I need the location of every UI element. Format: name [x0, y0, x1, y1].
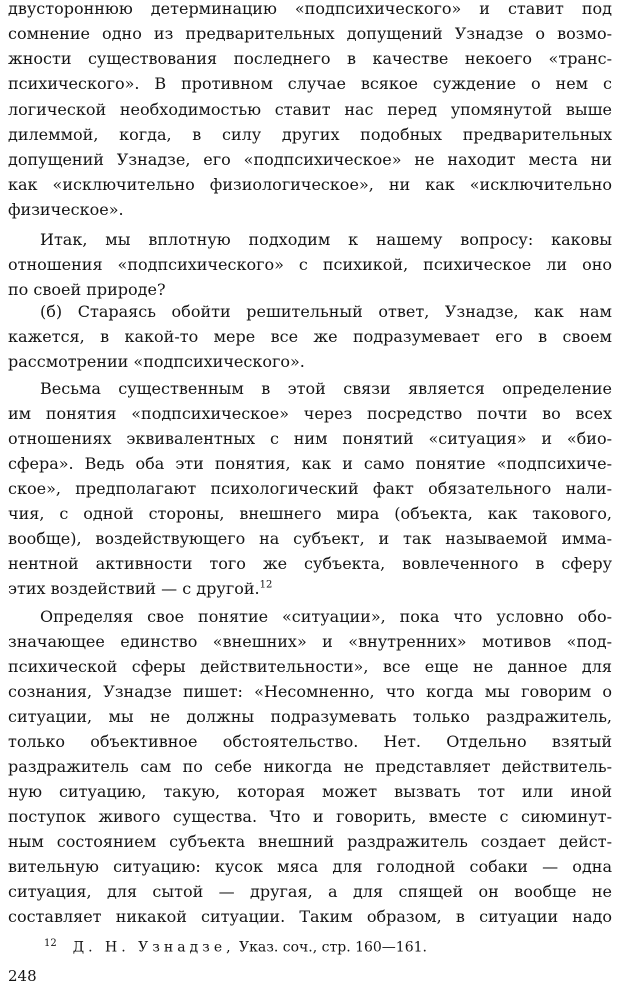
text-line: логической необходимостью ставит нас перед упомянутой выше — [8, 100, 612, 119]
footnote-author: Д. Н. Узнадзе, — [72, 939, 235, 956]
text-line: Весьма существенным в этой связи является определение — [40, 379, 612, 398]
text-line: сознания, Узнадзе пишет: «Несомненно, что когда мы говорим о — [8, 682, 612, 701]
text-line: дилеммой, когда, в силу других подобных предварительных — [8, 125, 612, 144]
text-line: вообще), воздействующего на субъект, и так называемой имма- — [8, 529, 612, 548]
text-line: по своей природе? — [8, 280, 166, 299]
text-line: жности существования последнего в качестве некоего «транс- — [8, 49, 612, 68]
text-line: им понятия «подпсихическое» через посредство почти во всех — [8, 404, 612, 423]
text-line: отношения «подпсихического» с психикой, психическое ли оно — [8, 255, 612, 274]
text-line: рассмотрении «подпсихического». — [8, 352, 305, 371]
text-line: ское», предполагают психологический факт обязательного нали- — [8, 479, 612, 498]
footnote — [44, 934, 427, 958]
text-line: только объективное обстоятельство. Нет. Отдельно взятый — [8, 732, 612, 751]
footnote-reference: 12 — [259, 579, 273, 591]
text-line: раздражитель сам по себе никогда не представляет действитель- — [8, 757, 612, 776]
footnote-number: 12 — [44, 938, 57, 949]
text-line: двустороннюю детерминацию «подпсихического» и ставит под — [8, 0, 612, 18]
text-line: чия, с одной стороны, внешнего мира (объекта, как такового, — [8, 504, 612, 523]
text-line — [8, 576, 612, 601]
text-line: ную ситуацию, такую, которая может вызвать тот или иной — [8, 782, 612, 801]
text-line: нентной активности того же субъекта, вовлеченного в сферу — [8, 554, 612, 573]
text-line: Определяя свое понятие «ситуации», пока что условно обо- — [40, 607, 612, 626]
text-line: ситуации, мы не должны подразумевать только раздражитель, — [8, 707, 612, 726]
footnote-text: Указ. соч., стр. 160—161. — [239, 939, 427, 956]
text-line: сомнение одно из предварительных допущений Узнадзе о возмо- — [8, 24, 612, 43]
text-line: составляет никакой ситуации. Таким образом, в ситуации надо — [8, 907, 612, 926]
text-line: значающее единство «внешних» и «внутренних» мотивов «под- — [8, 632, 612, 651]
text-line: отношениях эквивалентных с ним понятий «ситуация» и «био- — [8, 429, 612, 448]
text-line: вительную ситуацию: кусок мяса для голодной собаки — одна — [8, 857, 612, 876]
text-line: психического». В противном случае всякое суждение о нем с — [8, 74, 612, 93]
text-line: допущений Узнадзе, его «подпсихическое» не находит места ни — [8, 150, 612, 169]
text-line: сфера». Ведь оба эти понятия, как и само понятие «подпсихиче- — [8, 454, 612, 473]
text-line: ситуация, для сытой — другая, а для спящей он вообще не — [8, 882, 612, 901]
text-line: (б) Стараясь обойти решительный ответ, Узнадзе, как нам — [40, 302, 612, 321]
text-line: психической сферы действительности», все еще не данное для — [8, 657, 612, 676]
text-line: физическое». — [8, 200, 124, 219]
text-line-content: этих воздействий — с другой. — [8, 579, 260, 598]
text-line: как «исключительно физиологическое», ни как «исключительно — [8, 175, 612, 194]
text-line: Итак, мы вплотную подходим к нашему вопросу: каковы — [40, 230, 612, 249]
text-line: поступок живого существа. Что и говорить, вместе с сиюминут- — [8, 807, 612, 826]
text-line: кажется, в какой-то мере все же подразумевает его в своем — [8, 327, 612, 346]
page-number: 248 — [8, 967, 37, 985]
text-line: ным состоянием субъекта внешний раздражитель создает дейст- — [8, 832, 612, 851]
